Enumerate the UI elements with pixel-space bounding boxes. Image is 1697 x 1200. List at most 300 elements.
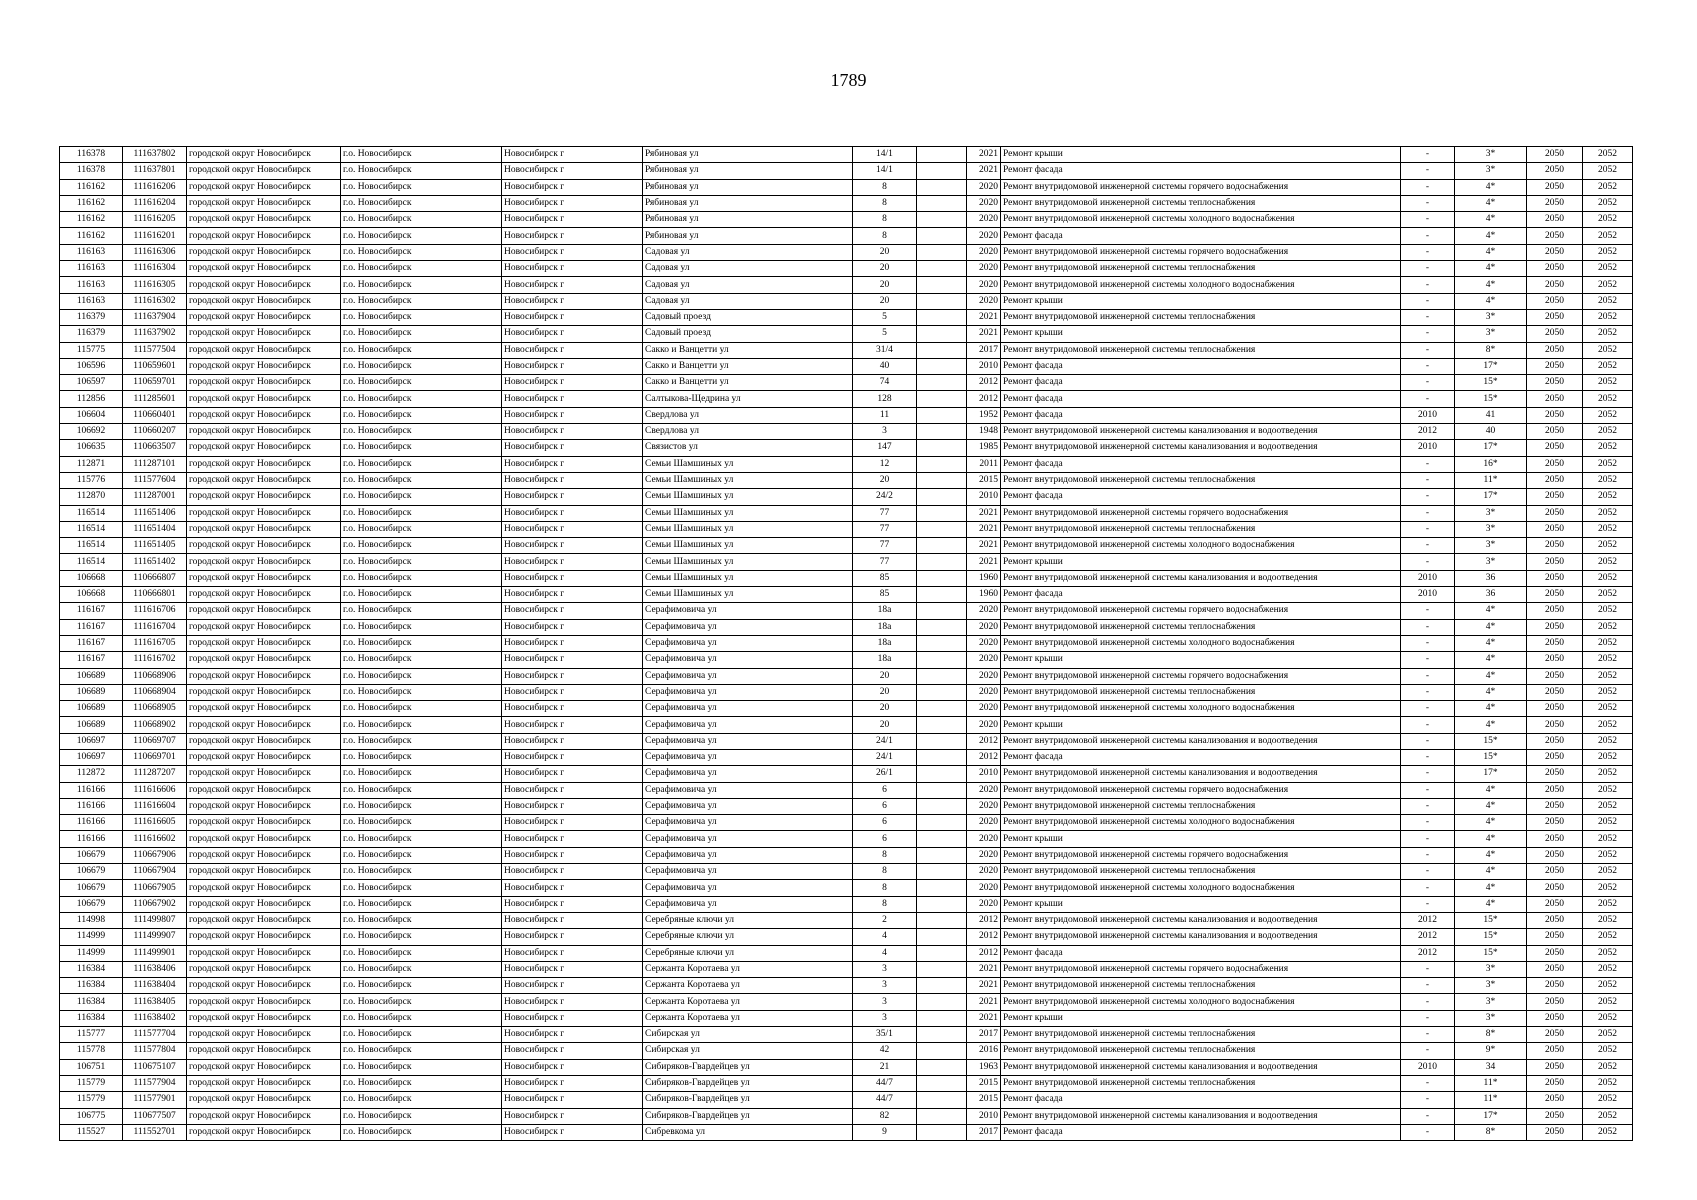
cell-element-id: 111616305 (123, 277, 187, 293)
cell-house-number: 77 (853, 505, 917, 521)
cell-last-repair-year: - (1401, 994, 1455, 1010)
cell-municipal-unit: г.о. Новосибирск (341, 1010, 502, 1026)
cell-plan-start-year: 2050 (1527, 244, 1583, 260)
cell-element-id: 111616702 (123, 652, 187, 668)
cell-locality: Новосибирск г (502, 733, 643, 749)
cell-service-life: 4* (1455, 684, 1527, 700)
cell-service-life: 15* (1455, 733, 1527, 749)
cell-street: Свердлова ул (643, 424, 853, 440)
cell-reserved (917, 228, 967, 244)
cell-locality: Новосибирск г (502, 1092, 643, 1108)
cell-plan-start-year: 2050 (1527, 375, 1583, 391)
cell-street: Серафимовича ул (643, 619, 853, 635)
table-row (60, 815, 1633, 831)
table-row (60, 880, 1633, 896)
cell-year: 2021 (967, 538, 1001, 554)
table-row (60, 375, 1633, 391)
cell-last-repair-year: 2010 (1401, 587, 1455, 603)
cell-year: 2021 (967, 505, 1001, 521)
cell-work-type: Ремонт внутридомовой инженерной системы теплоснабжения (1001, 864, 1401, 880)
cell-street: Сибревкома ул (643, 1124, 853, 1140)
cell-municipal-unit: г.о. Новосибирск (341, 1059, 502, 1075)
cell-street: Семьи Шамшиных ул (643, 554, 853, 570)
cell-plan-end-year: 2052 (1583, 1092, 1633, 1108)
cell-reserved (917, 896, 967, 912)
cell-service-life: 4* (1455, 880, 1527, 896)
cell-municipal-unit: г.о. Новосибирск (341, 554, 502, 570)
cell-street: Серебряные ключи ул (643, 912, 853, 928)
cell-plan-start-year: 2050 (1527, 472, 1583, 488)
cell-year: 2020 (967, 717, 1001, 733)
cell-reserved (917, 147, 967, 163)
cell-plan-end-year: 2052 (1583, 440, 1633, 456)
cell-reserved (917, 782, 967, 798)
cell-plan-end-year: 2052 (1583, 798, 1633, 814)
cell-house-number: 6 (853, 815, 917, 831)
cell-plan-start-year: 2050 (1527, 293, 1583, 309)
cell-municipal-unit: г.о. Новосибирск (341, 1124, 502, 1140)
cell-house-number: 14/1 (853, 147, 917, 163)
cell-plan-start-year: 2050 (1527, 554, 1583, 570)
cell-service-life: 4* (1455, 782, 1527, 798)
cell-house-number: 24/2 (853, 489, 917, 505)
table-row (60, 961, 1633, 977)
cell-building-id: 106679 (60, 896, 123, 912)
cell-reserved (917, 798, 967, 814)
cell-reserved (917, 261, 967, 277)
cell-element-id: 111285601 (123, 391, 187, 407)
cell-municipal-unit: г.о. Новосибирск (341, 163, 502, 179)
cell-building-id: 114999 (60, 945, 123, 961)
cell-service-life: 4* (1455, 652, 1527, 668)
cell-municipal-district: городской округ Новосибирск (187, 407, 341, 423)
cell-reserved (917, 1124, 967, 1140)
cell-municipal-district: городской округ Новосибирск (187, 1059, 341, 1075)
cell-element-id: 111287207 (123, 766, 187, 782)
cell-service-life: 36 (1455, 587, 1527, 603)
cell-work-type: Ремонт внутридомовой инженерной системы горячего водоснабжения (1001, 782, 1401, 798)
cell-last-repair-year: - (1401, 195, 1455, 211)
cell-work-type: Ремонт внутридомовой инженерной системы теплоснабжения (1001, 261, 1401, 277)
table-row (60, 1043, 1633, 1059)
cell-element-id: 111616604 (123, 798, 187, 814)
cell-element-id: 110666801 (123, 587, 187, 603)
cell-municipal-district: городской округ Новосибирск (187, 309, 341, 325)
cell-work-type: Ремонт фасада (1001, 749, 1401, 765)
cell-street: Серебряные ключи ул (643, 929, 853, 945)
cell-municipal-unit: г.о. Новосибирск (341, 831, 502, 847)
table-row (60, 945, 1633, 961)
cell-street: Серафимовича ул (643, 766, 853, 782)
cell-street: Серафимовича ул (643, 701, 853, 717)
cell-locality: Новосибирск г (502, 342, 643, 358)
cell-work-type: Ремонт фасада (1001, 407, 1401, 423)
table-row (60, 717, 1633, 733)
cell-last-repair-year: - (1401, 635, 1455, 651)
registry-table (59, 146, 1633, 1141)
cell-reserved (917, 456, 967, 472)
cell-service-life: 4* (1455, 261, 1527, 277)
cell-building-id: 116162 (60, 228, 123, 244)
cell-building-id: 106596 (60, 358, 123, 374)
cell-last-repair-year: - (1401, 880, 1455, 896)
cell-municipal-district: городской округ Новосибирск (187, 782, 341, 798)
cell-plan-end-year: 2052 (1583, 652, 1633, 668)
cell-municipal-district: городской округ Новосибирск (187, 864, 341, 880)
cell-reserved (917, 684, 967, 700)
cell-municipal-district: городской округ Новосибирск (187, 749, 341, 765)
cell-house-number: 40 (853, 358, 917, 374)
cell-municipal-unit: г.о. Новосибирск (341, 587, 502, 603)
cell-element-id: 110668906 (123, 668, 187, 684)
cell-house-number: 74 (853, 375, 917, 391)
cell-plan-start-year: 2050 (1527, 684, 1583, 700)
cell-year: 2010 (967, 358, 1001, 374)
cell-element-id: 111638406 (123, 961, 187, 977)
table-row (60, 978, 1633, 994)
cell-service-life: 4* (1455, 815, 1527, 831)
cell-plan-start-year: 2050 (1527, 635, 1583, 651)
cell-plan-start-year: 2050 (1527, 619, 1583, 635)
cell-building-id: 116378 (60, 163, 123, 179)
cell-house-number: 8 (853, 195, 917, 211)
cell-element-id: 111638404 (123, 978, 187, 994)
cell-house-number: 5 (853, 326, 917, 342)
cell-element-id: 111616201 (123, 228, 187, 244)
cell-street: Серафимовича ул (643, 635, 853, 651)
table-row (60, 163, 1633, 179)
cell-service-life: 15* (1455, 749, 1527, 765)
cell-street: Семьи Шамшиных ул (643, 587, 853, 603)
cell-service-life: 3* (1455, 163, 1527, 179)
table-row (60, 424, 1633, 440)
cell-plan-start-year: 2050 (1527, 212, 1583, 228)
cell-year: 2015 (967, 1075, 1001, 1091)
cell-house-number: 20 (853, 717, 917, 733)
cell-building-id: 106689 (60, 701, 123, 717)
cell-building-id: 106597 (60, 375, 123, 391)
cell-house-number: 11 (853, 407, 917, 423)
table-row (60, 1010, 1633, 1026)
cell-building-id: 116166 (60, 782, 123, 798)
cell-street: Серафимовича ул (643, 652, 853, 668)
page-number: 1789 (830, 70, 867, 90)
cell-element-id: 110663507 (123, 440, 187, 456)
cell-municipal-unit: г.о. Новосибирск (341, 326, 502, 342)
cell-municipal-unit: г.о. Новосибирск (341, 407, 502, 423)
cell-house-number: 20 (853, 701, 917, 717)
cell-service-life: 4* (1455, 847, 1527, 863)
cell-year: 1948 (967, 424, 1001, 440)
cell-year: 2021 (967, 309, 1001, 325)
cell-municipal-unit: г.о. Новосибирск (341, 228, 502, 244)
cell-plan-end-year: 2052 (1583, 1075, 1633, 1091)
cell-plan-end-year: 2052 (1583, 179, 1633, 195)
cell-year: 2012 (967, 391, 1001, 407)
cell-building-id: 112856 (60, 391, 123, 407)
cell-work-type: Ремонт фасада (1001, 456, 1401, 472)
cell-work-type: Ремонт крыши (1001, 652, 1401, 668)
cell-element-id: 111616705 (123, 635, 187, 651)
cell-house-number: 3 (853, 994, 917, 1010)
cell-plan-end-year: 2052 (1583, 961, 1633, 977)
cell-house-number: 8 (853, 228, 917, 244)
cell-service-life: 4* (1455, 831, 1527, 847)
cell-municipal-district: городской округ Новосибирск (187, 978, 341, 994)
cell-year: 2021 (967, 994, 1001, 1010)
cell-municipal-district: городской округ Новосибирск (187, 896, 341, 912)
cell-house-number: 20 (853, 277, 917, 293)
cell-reserved (917, 1059, 967, 1075)
cell-building-id: 106697 (60, 733, 123, 749)
cell-municipal-district: городской округ Новосибирск (187, 619, 341, 635)
cell-municipal-unit: г.о. Новосибирск (341, 147, 502, 163)
cell-reserved (917, 375, 967, 391)
cell-house-number: 20 (853, 668, 917, 684)
table-row (60, 782, 1633, 798)
cell-reserved (917, 424, 967, 440)
cell-service-life: 4* (1455, 228, 1527, 244)
cell-locality: Новосибирск г (502, 195, 643, 211)
cell-locality: Новосибирск г (502, 880, 643, 896)
table-row (60, 489, 1633, 505)
cell-work-type: Ремонт крыши (1001, 326, 1401, 342)
cell-building-id: 116167 (60, 652, 123, 668)
cell-building-id: 114999 (60, 929, 123, 945)
cell-street: Рябиновая ул (643, 163, 853, 179)
table-row (60, 603, 1633, 619)
registry-body (60, 147, 1633, 1141)
cell-municipal-unit: г.о. Новосибирск (341, 472, 502, 488)
cell-locality: Новосибирск г (502, 456, 643, 472)
cell-service-life: 3* (1455, 538, 1527, 554)
cell-last-repair-year: - (1401, 782, 1455, 798)
cell-reserved (917, 815, 967, 831)
table-row (60, 635, 1633, 651)
cell-year: 2010 (967, 766, 1001, 782)
cell-building-id: 106679 (60, 880, 123, 896)
cell-work-type: Ремонт внутридомовой инженерной системы канализования и водоотведения (1001, 570, 1401, 586)
cell-locality: Новосибирск г (502, 668, 643, 684)
cell-reserved (917, 1027, 967, 1043)
cell-reserved (917, 766, 967, 782)
cell-street: Серебряные ключи ул (643, 945, 853, 961)
cell-element-id: 111577904 (123, 1075, 187, 1091)
cell-reserved (917, 733, 967, 749)
cell-year: 2020 (967, 652, 1001, 668)
table-row (60, 619, 1633, 635)
cell-building-id: 106692 (60, 424, 123, 440)
cell-plan-end-year: 2052 (1583, 1108, 1633, 1124)
cell-year: 2021 (967, 147, 1001, 163)
cell-element-id: 110667905 (123, 880, 187, 896)
cell-element-id: 111616704 (123, 619, 187, 635)
cell-last-repair-year: - (1401, 749, 1455, 765)
cell-street: Рябиновая ул (643, 195, 853, 211)
cell-last-repair-year: - (1401, 766, 1455, 782)
cell-work-type: Ремонт внутридомовой инженерной системы канализования и водоотведения (1001, 440, 1401, 456)
cell-work-type: Ремонт внутридомовой инженерной системы холодного водоснабжения (1001, 815, 1401, 831)
cell-last-repair-year: - (1401, 603, 1455, 619)
cell-street: Сибиряков-Гвардейцев ул (643, 1108, 853, 1124)
cell-service-life: 3* (1455, 505, 1527, 521)
cell-element-id: 110667902 (123, 896, 187, 912)
cell-plan-end-year: 2052 (1583, 212, 1633, 228)
cell-year: 2020 (967, 864, 1001, 880)
cell-reserved (917, 538, 967, 554)
cell-plan-end-year: 2052 (1583, 244, 1633, 260)
cell-reserved (917, 864, 967, 880)
cell-plan-end-year: 2052 (1583, 163, 1633, 179)
cell-last-repair-year: - (1401, 1010, 1455, 1026)
cell-plan-start-year: 2050 (1527, 831, 1583, 847)
cell-plan-end-year: 2052 (1583, 912, 1633, 928)
cell-street: Серафимовича ул (643, 864, 853, 880)
cell-work-type: Ремонт внутридомовой инженерной системы холодного водоснабжения (1001, 701, 1401, 717)
cell-municipal-district: городской округ Новосибирск (187, 228, 341, 244)
cell-reserved (917, 244, 967, 260)
cell-locality: Новосибирск г (502, 619, 643, 635)
cell-service-life: 11* (1455, 1075, 1527, 1091)
cell-street: Серафимовича ул (643, 798, 853, 814)
table-row (60, 326, 1633, 342)
cell-year: 2020 (967, 701, 1001, 717)
cell-municipal-unit: г.о. Новосибирск (341, 912, 502, 928)
cell-municipal-district: городской округ Новосибирск (187, 831, 341, 847)
cell-municipal-unit: г.о. Новосибирск (341, 684, 502, 700)
cell-street: Сибиряков-Гвардейцев ул (643, 1092, 853, 1108)
cell-plan-start-year: 2050 (1527, 978, 1583, 994)
cell-street: Сержанта Коротаева ул (643, 994, 853, 1010)
cell-work-type: Ремонт внутридомовой инженерной системы теплоснабжения (1001, 521, 1401, 537)
cell-municipal-district: городской округ Новосибирск (187, 1108, 341, 1124)
cell-year: 2020 (967, 212, 1001, 228)
cell-service-life: 8* (1455, 1027, 1527, 1043)
cell-element-id: 111499807 (123, 912, 187, 928)
cell-plan-start-year: 2050 (1527, 1043, 1583, 1059)
cell-reserved (917, 847, 967, 863)
cell-work-type: Ремонт внутридомовой инженерной системы теплоснабжения (1001, 684, 1401, 700)
cell-service-life: 41 (1455, 407, 1527, 423)
cell-locality: Новосибирск г (502, 358, 643, 374)
cell-municipal-district: городской округ Новосибирск (187, 912, 341, 928)
cell-plan-end-year: 2052 (1583, 717, 1633, 733)
cell-plan-end-year: 2052 (1583, 635, 1633, 651)
cell-element-id: 111616606 (123, 782, 187, 798)
cell-work-type: Ремонт крыши (1001, 717, 1401, 733)
cell-street: Семьи Шамшиных ул (643, 570, 853, 586)
cell-street: Серафимовича ул (643, 733, 853, 749)
cell-street: Свердлова ул (643, 407, 853, 423)
cell-reserved (917, 293, 967, 309)
cell-house-number: 8 (853, 212, 917, 228)
cell-building-id: 116384 (60, 961, 123, 977)
cell-service-life: 3* (1455, 978, 1527, 994)
cell-element-id: 111651404 (123, 521, 187, 537)
cell-house-number: 8 (853, 896, 917, 912)
cell-building-id: 115779 (60, 1092, 123, 1108)
cell-locality: Новосибирск г (502, 147, 643, 163)
cell-last-repair-year: - (1401, 212, 1455, 228)
table-row (60, 896, 1633, 912)
cell-work-type: Ремонт крыши (1001, 896, 1401, 912)
cell-municipal-district: городской округ Новосибирск (187, 945, 341, 961)
cell-plan-start-year: 2050 (1527, 179, 1583, 195)
cell-last-repair-year: - (1401, 978, 1455, 994)
cell-municipal-unit: г.о. Новосибирск (341, 929, 502, 945)
cell-locality: Новосибирск г (502, 391, 643, 407)
cell-plan-end-year: 2052 (1583, 766, 1633, 782)
cell-plan-start-year: 2050 (1527, 261, 1583, 277)
cell-municipal-district: городской округ Новосибирск (187, 212, 341, 228)
cell-element-id: 111638405 (123, 994, 187, 1010)
cell-locality: Новосибирск г (502, 375, 643, 391)
cell-plan-end-year: 2052 (1583, 570, 1633, 586)
cell-plan-start-year: 2050 (1527, 766, 1583, 782)
cell-plan-start-year: 2050 (1527, 1108, 1583, 1124)
cell-house-number: 3 (853, 1010, 917, 1026)
cell-locality: Новосибирск г (502, 277, 643, 293)
cell-year: 2012 (967, 912, 1001, 928)
cell-element-id: 111637802 (123, 147, 187, 163)
cell-house-number: 85 (853, 570, 917, 586)
cell-locality: Новосибирск г (502, 635, 643, 651)
cell-building-id: 116384 (60, 978, 123, 994)
cell-locality: Новосибирск г (502, 587, 643, 603)
table-row (60, 749, 1633, 765)
cell-element-id: 111577504 (123, 342, 187, 358)
cell-municipal-district: городской округ Новосибирск (187, 195, 341, 211)
cell-last-repair-year: - (1401, 375, 1455, 391)
cell-locality: Новосибирск г (502, 847, 643, 863)
cell-work-type: Ремонт внутридомовой инженерной системы теплоснабжения (1001, 619, 1401, 635)
cell-element-id: 110675107 (123, 1059, 187, 1075)
cell-plan-start-year: 2050 (1527, 749, 1583, 765)
cell-service-life: 3* (1455, 147, 1527, 163)
cell-reserved (917, 652, 967, 668)
cell-municipal-unit: г.о. Новосибирск (341, 244, 502, 260)
cell-building-id: 106689 (60, 717, 123, 733)
cell-service-life: 4* (1455, 896, 1527, 912)
cell-last-repair-year: - (1401, 326, 1455, 342)
cell-house-number: 12 (853, 456, 917, 472)
cell-reserved (917, 489, 967, 505)
cell-locality: Новосибирск г (502, 554, 643, 570)
cell-year: 2020 (967, 603, 1001, 619)
cell-house-number: 14/1 (853, 163, 917, 179)
cell-building-id: 116514 (60, 521, 123, 537)
cell-locality: Новосибирск г (502, 538, 643, 554)
cell-reserved (917, 635, 967, 651)
cell-plan-end-year: 2052 (1583, 603, 1633, 619)
cell-house-number: 85 (853, 587, 917, 603)
cell-plan-end-year: 2052 (1583, 1010, 1633, 1026)
cell-year: 2020 (967, 831, 1001, 847)
cell-municipal-unit: г.о. Новосибирск (341, 961, 502, 977)
cell-house-number: 18а (853, 652, 917, 668)
cell-building-id: 116379 (60, 326, 123, 342)
cell-building-id: 112871 (60, 456, 123, 472)
cell-house-number: 44/7 (853, 1092, 917, 1108)
cell-building-id: 115778 (60, 1043, 123, 1059)
cell-municipal-district: городской округ Новосибирск (187, 554, 341, 570)
cell-service-life: 11* (1455, 472, 1527, 488)
cell-year: 2012 (967, 749, 1001, 765)
cell-street: Сибиряков-Гвардейцев ул (643, 1075, 853, 1091)
cell-plan-end-year: 2052 (1583, 619, 1633, 635)
table-row (60, 1092, 1633, 1108)
cell-work-type: Ремонт фасада (1001, 1124, 1401, 1140)
